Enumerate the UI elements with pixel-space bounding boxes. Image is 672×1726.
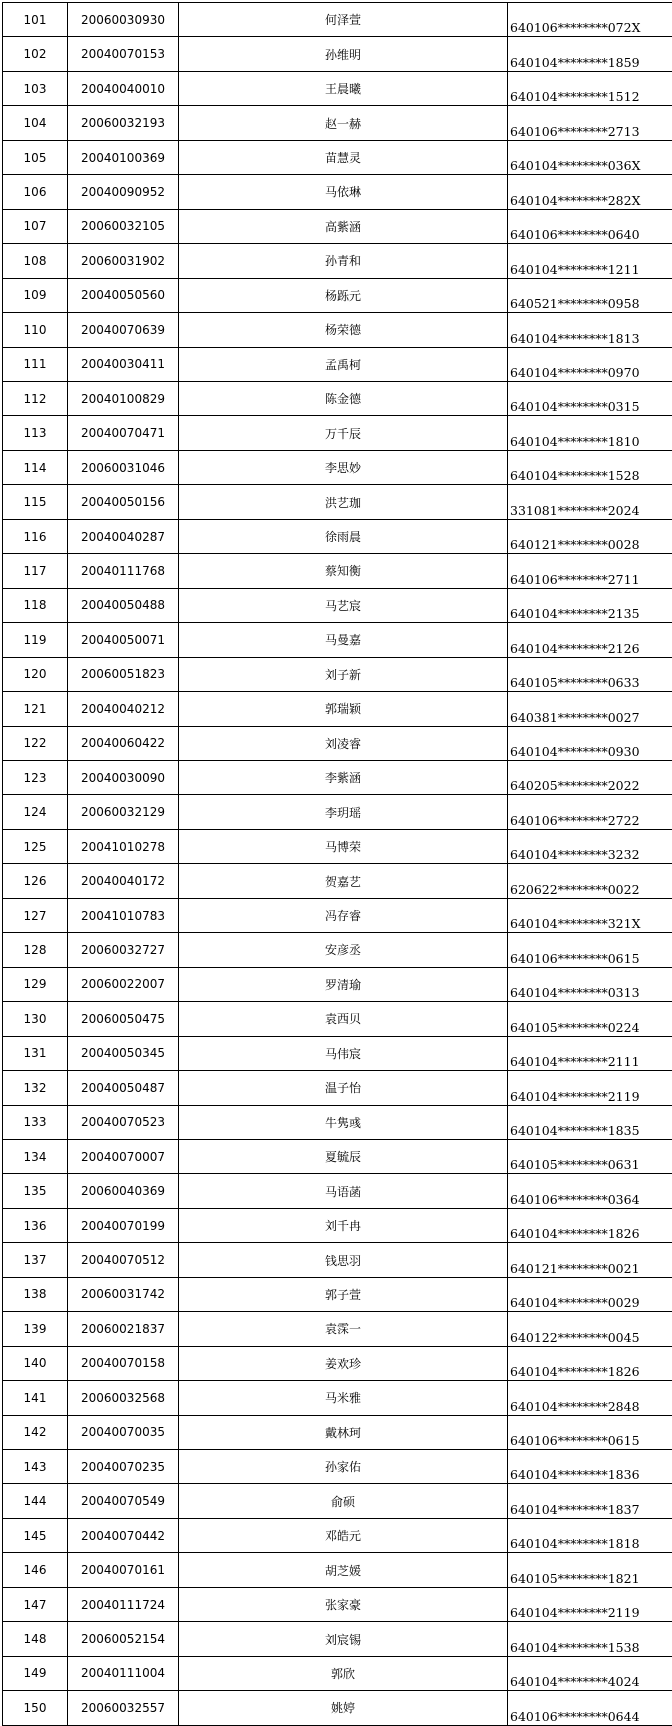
table-row — [3, 209, 672, 243]
student-name-cell: 徐雨晨 — [179, 519, 508, 553]
student-id-cell: 20040040010 — [68, 71, 179, 105]
student-name-cell: 何泽萱 — [179, 3, 508, 37]
student-id-cell: 20060032105 — [68, 209, 179, 243]
student-id-cell: 20060032193 — [68, 106, 179, 140]
student-name-cell: 苗慧灵 — [179, 140, 508, 174]
roster-table-body — [3, 3, 672, 1726]
student-name-cell: 李紫涵 — [179, 760, 508, 794]
row-number-cell: 117 — [3, 554, 68, 588]
table-row — [3, 1346, 672, 1380]
table-row — [3, 1312, 672, 1346]
table-row — [3, 3, 672, 37]
row-number-cell: 131 — [3, 1036, 68, 1070]
student-id-cell: 20040050488 — [68, 588, 179, 622]
student-id-cell: 20040070639 — [68, 313, 179, 347]
id-card-number-cell: 640104********2119 — [508, 1587, 672, 1621]
student-id-cell: 20040070199 — [68, 1208, 179, 1242]
student-name-cell: 马博荣 — [179, 829, 508, 863]
student-id-cell: 20060032557 — [68, 1691, 179, 1725]
row-number-cell: 112 — [3, 381, 68, 415]
row-number-cell: 132 — [3, 1071, 68, 1105]
id-card-number-cell: 640104********1211 — [508, 244, 672, 278]
student-id-cell: 20060031046 — [68, 450, 179, 484]
table-row — [3, 898, 672, 932]
table-row — [3, 1622, 672, 1656]
row-number-cell: 140 — [3, 1346, 68, 1380]
table-row — [3, 1484, 672, 1518]
id-card-number-cell: 640104********2119 — [508, 1071, 672, 1105]
id-card-number-cell: 640105********0631 — [508, 1139, 672, 1173]
student-id-cell: 20060031902 — [68, 244, 179, 278]
id-card-number-cell: 640121********0021 — [508, 1243, 672, 1277]
table-row — [3, 1174, 672, 1208]
row-number-cell: 116 — [3, 519, 68, 553]
table-row — [3, 140, 672, 174]
table-row — [3, 1450, 672, 1484]
id-card-number-cell: 640381********0027 — [508, 692, 672, 726]
student-id-cell: 20040040172 — [68, 864, 179, 898]
id-card-number-cell: 640106********2711 — [508, 554, 672, 588]
table-row — [3, 278, 672, 312]
student-name-cell: 马米雅 — [179, 1381, 508, 1415]
row-number-cell: 139 — [3, 1312, 68, 1346]
table-row — [3, 795, 672, 829]
roster-table — [2, 2, 672, 1726]
student-id-cell: 20040070007 — [68, 1139, 179, 1173]
student-id-cell: 20040070549 — [68, 1484, 179, 1518]
student-id-cell: 20040050156 — [68, 485, 179, 519]
student-id-cell: 20060032727 — [68, 933, 179, 967]
id-card-number-cell: 640104********1528 — [508, 450, 672, 484]
row-number-cell: 150 — [3, 1691, 68, 1725]
table-row — [3, 1139, 672, 1173]
student-id-cell: 20040040212 — [68, 692, 179, 726]
table-row — [3, 381, 672, 415]
student-name-cell: 万千辰 — [179, 416, 508, 450]
row-number-cell: 134 — [3, 1139, 68, 1173]
row-number-cell: 138 — [3, 1277, 68, 1311]
id-card-number-cell: 640104********0930 — [508, 726, 672, 760]
student-name-cell: 牛隽彧 — [179, 1105, 508, 1139]
table-row — [3, 967, 672, 1001]
row-number-cell: 106 — [3, 175, 68, 209]
table-row — [3, 313, 672, 347]
student-id-cell: 20040050345 — [68, 1036, 179, 1070]
student-id-cell: 20041010783 — [68, 898, 179, 932]
student-name-cell: 戴林珂 — [179, 1415, 508, 1449]
student-id-cell: 20040060422 — [68, 726, 179, 760]
table-row — [3, 1036, 672, 1070]
id-card-number-cell: 640104********3232 — [508, 829, 672, 863]
table-row — [3, 1002, 672, 1036]
id-card-number-cell: 640104********1538 — [508, 1622, 672, 1656]
student-id-cell: 20040040287 — [68, 519, 179, 553]
id-card-number-cell: 640104********2111 — [508, 1036, 672, 1070]
table-row — [3, 657, 672, 691]
student-id-cell: 20040070442 — [68, 1518, 179, 1552]
student-name-cell: 刘凌睿 — [179, 726, 508, 760]
table-row — [3, 726, 672, 760]
student-id-cell: 20060052154 — [68, 1622, 179, 1656]
student-name-cell: 夏毓辰 — [179, 1139, 508, 1173]
student-id-cell: 20040050560 — [68, 278, 179, 312]
table-row — [3, 588, 672, 622]
student-id-cell: 20060051823 — [68, 657, 179, 691]
table-row — [3, 1587, 672, 1621]
table-row — [3, 450, 672, 484]
row-number-cell: 115 — [3, 485, 68, 519]
student-id-cell: 20040100369 — [68, 140, 179, 174]
student-id-cell: 20040111004 — [68, 1656, 179, 1690]
id-card-number-cell: 331081********2024 — [508, 485, 672, 519]
row-number-cell: 145 — [3, 1518, 68, 1552]
table-row — [3, 1243, 672, 1277]
row-number-cell: 124 — [3, 795, 68, 829]
student-name-cell: 郭瑞颖 — [179, 692, 508, 726]
id-card-number-cell: 620622********0022 — [508, 864, 672, 898]
student-name-cell: 郭欣 — [179, 1656, 508, 1690]
row-number-cell: 127 — [3, 898, 68, 932]
student-id-cell: 20040070523 — [68, 1105, 179, 1139]
row-number-cell: 135 — [3, 1174, 68, 1208]
row-number-cell: 130 — [3, 1002, 68, 1036]
table-row — [3, 933, 672, 967]
student-id-cell: 20060050475 — [68, 1002, 179, 1036]
student-id-cell: 20060040369 — [68, 1174, 179, 1208]
id-card-number-cell: 640105********1821 — [508, 1553, 672, 1587]
student-name-cell: 贺嘉艺 — [179, 864, 508, 898]
student-name-cell: 罗清瑜 — [179, 967, 508, 1001]
student-id-cell: 20040070153 — [68, 37, 179, 71]
table-row — [3, 829, 672, 863]
row-number-cell: 107 — [3, 209, 68, 243]
student-id-cell: 20060030930 — [68, 3, 179, 37]
student-name-cell: 俞硕 — [179, 1484, 508, 1518]
row-number-cell: 137 — [3, 1243, 68, 1277]
student-name-cell: 温子怡 — [179, 1071, 508, 1105]
id-card-number-cell: 640104********1810 — [508, 416, 672, 450]
row-number-cell: 143 — [3, 1450, 68, 1484]
id-card-number-cell: 640104********1836 — [508, 1450, 672, 1484]
row-number-cell: 121 — [3, 692, 68, 726]
student-id-cell: 20040070471 — [68, 416, 179, 450]
id-card-number-cell: 640104********1835 — [508, 1105, 672, 1139]
table-row — [3, 692, 672, 726]
table-row — [3, 1208, 672, 1242]
student-name-cell: 张家豪 — [179, 1587, 508, 1621]
student-id-cell: 20060032129 — [68, 795, 179, 829]
id-card-number-cell: 640104********1826 — [508, 1208, 672, 1242]
row-number-cell: 101 — [3, 3, 68, 37]
student-id-cell: 20060031742 — [68, 1277, 179, 1311]
row-number-cell: 119 — [3, 623, 68, 657]
student-name-cell: 李玥瑶 — [179, 795, 508, 829]
row-number-cell: 105 — [3, 140, 68, 174]
table-row — [3, 519, 672, 553]
student-name-cell: 洪艺珈 — [179, 485, 508, 519]
id-card-number-cell: 640521********0958 — [508, 278, 672, 312]
student-id-cell: 20040111768 — [68, 554, 179, 588]
student-name-cell: 马曼嘉 — [179, 623, 508, 657]
student-name-cell: 袁西贝 — [179, 1002, 508, 1036]
id-card-number-cell: 640104********4024 — [508, 1656, 672, 1690]
row-number-cell: 122 — [3, 726, 68, 760]
student-name-cell: 陈金德 — [179, 381, 508, 415]
id-card-number-cell: 640106********2722 — [508, 795, 672, 829]
id-card-number-cell: 640122********0045 — [508, 1312, 672, 1346]
student-id-cell: 20040100829 — [68, 381, 179, 415]
row-number-cell: 120 — [3, 657, 68, 691]
student-name-cell: 杨跞元 — [179, 278, 508, 312]
table-row — [3, 1381, 672, 1415]
id-card-number-cell: 640104********321X — [508, 898, 672, 932]
id-card-number-cell: 640106********0640 — [508, 209, 672, 243]
student-name-cell: 袁霂一 — [179, 1312, 508, 1346]
table-row — [3, 1277, 672, 1311]
student-name-cell: 胡芝媛 — [179, 1553, 508, 1587]
row-number-cell: 136 — [3, 1208, 68, 1242]
student-id-cell: 20040070512 — [68, 1243, 179, 1277]
row-number-cell: 129 — [3, 967, 68, 1001]
student-name-cell: 马语菡 — [179, 1174, 508, 1208]
table-row — [3, 244, 672, 278]
row-number-cell: 104 — [3, 106, 68, 140]
id-card-number-cell: 640104********1818 — [508, 1518, 672, 1552]
id-card-number-cell: 640104********1512 — [508, 71, 672, 105]
id-card-number-cell: 640104********0029 — [508, 1277, 672, 1311]
student-name-cell: 安彦丞 — [179, 933, 508, 967]
row-number-cell: 125 — [3, 829, 68, 863]
student-id-cell: 20041010278 — [68, 829, 179, 863]
row-number-cell: 133 — [3, 1105, 68, 1139]
row-number-cell: 144 — [3, 1484, 68, 1518]
student-name-cell: 姚婷 — [179, 1691, 508, 1725]
row-number-cell: 128 — [3, 933, 68, 967]
student-id-cell: 20040090952 — [68, 175, 179, 209]
id-card-number-cell: 640104********0970 — [508, 347, 672, 381]
id-card-number-cell: 640106********2713 — [508, 106, 672, 140]
student-name-cell: 李思妙 — [179, 450, 508, 484]
row-number-cell: 108 — [3, 244, 68, 278]
table-row — [3, 623, 672, 657]
table-row — [3, 1553, 672, 1587]
table-row — [3, 1691, 672, 1725]
student-name-cell: 刘子新 — [179, 657, 508, 691]
id-card-number-cell: 640104********036X — [508, 140, 672, 174]
student-name-cell: 杨荣德 — [179, 313, 508, 347]
id-card-number-cell: 640104********2126 — [508, 623, 672, 657]
id-card-number-cell: 640104********2135 — [508, 588, 672, 622]
student-name-cell: 赵一赫 — [179, 106, 508, 140]
row-number-cell: 110 — [3, 313, 68, 347]
row-number-cell: 142 — [3, 1415, 68, 1449]
id-card-number-cell: 640104********0313 — [508, 967, 672, 1001]
row-number-cell: 102 — [3, 37, 68, 71]
row-number-cell: 141 — [3, 1381, 68, 1415]
table-row — [3, 106, 672, 140]
student-name-cell: 高紫涵 — [179, 209, 508, 243]
id-card-number-cell: 640106********0644 — [508, 1691, 672, 1725]
student-id-cell: 20060022007 — [68, 967, 179, 1001]
student-name-cell: 刘宸锡 — [179, 1622, 508, 1656]
id-card-number-cell: 640104********282X — [508, 175, 672, 209]
student-name-cell: 钱思羽 — [179, 1243, 508, 1277]
student-id-cell: 20040070035 — [68, 1415, 179, 1449]
id-card-number-cell: 640104********2848 — [508, 1381, 672, 1415]
student-name-cell: 孙家佑 — [179, 1450, 508, 1484]
table-row — [3, 485, 672, 519]
id-card-number-cell: 640105********0633 — [508, 657, 672, 691]
student-id-cell: 20040111724 — [68, 1587, 179, 1621]
table-row — [3, 1518, 672, 1552]
id-card-number-cell: 640106********0364 — [508, 1174, 672, 1208]
id-card-number-cell: 640104********1837 — [508, 1484, 672, 1518]
id-card-number-cell: 640104********0315 — [508, 381, 672, 415]
table-row — [3, 760, 672, 794]
table-row — [3, 1105, 672, 1139]
id-card-number-cell: 640104********1826 — [508, 1346, 672, 1380]
student-name-cell: 马依琳 — [179, 175, 508, 209]
row-number-cell: 113 — [3, 416, 68, 450]
id-card-number-cell: 640106********0615 — [508, 933, 672, 967]
table-row — [3, 175, 672, 209]
student-id-cell: 20040070158 — [68, 1346, 179, 1380]
id-card-number-cell: 640205********2022 — [508, 760, 672, 794]
row-number-cell: 149 — [3, 1656, 68, 1690]
id-card-number-cell: 640121********0028 — [508, 519, 672, 553]
id-card-number-cell: 640105********0224 — [508, 1002, 672, 1036]
table-row — [3, 1071, 672, 1105]
student-id-cell: 20040070235 — [68, 1450, 179, 1484]
student-id-cell: 20060021837 — [68, 1312, 179, 1346]
student-id-cell: 20060032568 — [68, 1381, 179, 1415]
student-id-cell: 20040070161 — [68, 1553, 179, 1587]
row-number-cell: 123 — [3, 760, 68, 794]
table-row — [3, 71, 672, 105]
student-id-cell: 20040050487 — [68, 1071, 179, 1105]
table-row — [3, 1656, 672, 1690]
row-number-cell: 147 — [3, 1587, 68, 1621]
student-id-cell: 20040030090 — [68, 760, 179, 794]
student-name-cell: 蔡知衡 — [179, 554, 508, 588]
student-name-cell: 孙维明 — [179, 37, 508, 71]
student-name-cell: 王晨曦 — [179, 71, 508, 105]
id-card-number-cell: 640104********1859 — [508, 37, 672, 71]
student-name-cell: 郭子萱 — [179, 1277, 508, 1311]
student-name-cell: 孙青和 — [179, 244, 508, 278]
row-number-cell: 118 — [3, 588, 68, 622]
student-name-cell: 姜欢珍 — [179, 1346, 508, 1380]
row-number-cell: 114 — [3, 450, 68, 484]
table-row — [3, 554, 672, 588]
table-row — [3, 347, 672, 381]
row-number-cell: 111 — [3, 347, 68, 381]
row-number-cell: 109 — [3, 278, 68, 312]
student-name-cell: 冯存睿 — [179, 898, 508, 932]
row-number-cell: 126 — [3, 864, 68, 898]
table-row — [3, 416, 672, 450]
table-row — [3, 864, 672, 898]
row-number-cell: 148 — [3, 1622, 68, 1656]
student-name-cell: 邓皓元 — [179, 1518, 508, 1552]
student-id-cell: 20040030411 — [68, 347, 179, 381]
id-card-number-cell: 640106********072X — [508, 3, 672, 37]
table-row — [3, 37, 672, 71]
roster-table-container — [2, 2, 670, 1726]
student-name-cell: 刘千冉 — [179, 1208, 508, 1242]
student-name-cell: 孟禹柯 — [179, 347, 508, 381]
table-row — [3, 1415, 672, 1449]
student-id-cell: 20040050071 — [68, 623, 179, 657]
id-card-number-cell: 640106********0615 — [508, 1415, 672, 1449]
id-card-number-cell: 640104********1813 — [508, 313, 672, 347]
row-number-cell: 103 — [3, 71, 68, 105]
student-name-cell: 马伟宸 — [179, 1036, 508, 1070]
row-number-cell: 146 — [3, 1553, 68, 1587]
student-name-cell: 马艺宸 — [179, 588, 508, 622]
